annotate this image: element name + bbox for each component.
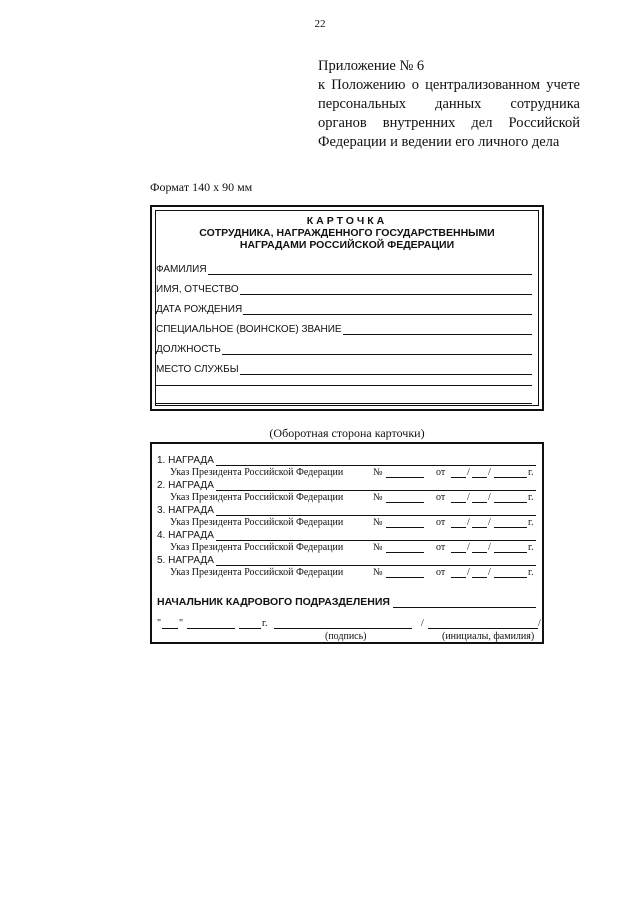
date-slash: /	[488, 517, 491, 528]
field-label: ИМЯ, ОТЧЕСТВО	[156, 284, 239, 295]
day-line	[451, 569, 466, 578]
award-row[interactable]	[157, 528, 536, 541]
award-row[interactable]	[157, 453, 536, 466]
year-suffix: г.	[262, 618, 268, 629]
year-line	[494, 544, 527, 553]
day-line	[451, 469, 466, 478]
quote-open: "	[157, 618, 162, 629]
year-suffix: г.	[528, 542, 534, 553]
field-birth-date[interactable]	[156, 301, 532, 315]
date-slash: /	[488, 542, 491, 553]
date-slash: /	[488, 567, 491, 578]
decree-text: Указ Президента Российской Федерации	[170, 567, 344, 578]
field-label: ДАТА РОЖДЕНИЯ	[156, 304, 243, 315]
field-label: ФАМИЛИЯ	[156, 264, 207, 275]
day-line	[451, 494, 466, 503]
page-number: 22	[314, 18, 326, 30]
award-line	[216, 556, 536, 566]
award-row[interactable]	[157, 503, 536, 516]
slash-open: /	[421, 618, 424, 629]
card-front-inner	[155, 210, 539, 406]
date-slash: /	[488, 467, 491, 478]
number-line	[386, 519, 424, 528]
blank-line	[156, 403, 532, 404]
field-line	[240, 284, 532, 295]
decree-text: Указ Президента Российской Федерации	[170, 542, 344, 553]
appendix-title: Приложение № 6	[318, 58, 425, 74]
field-line	[243, 304, 532, 315]
award-label: 2. НАГРАДА	[157, 480, 214, 491]
chief-label: НАЧАЛЬНИК КАДРОВОГО ПОДРАЗДЕЛЕНИЯ	[157, 596, 390, 608]
number-sign: №	[373, 492, 383, 503]
from-label: от	[436, 492, 446, 503]
award-line	[216, 481, 536, 491]
from-label: от	[436, 517, 446, 528]
field-name-patronymic[interactable]	[156, 281, 532, 295]
field-line	[240, 364, 532, 375]
month-line	[472, 544, 487, 553]
initials-line	[428, 620, 538, 629]
number-sign: №	[373, 517, 383, 528]
year-line	[494, 519, 527, 528]
year-suffix: г.	[528, 467, 534, 478]
number-line	[386, 469, 424, 478]
award-row[interactable]	[157, 478, 536, 491]
date-slash: /	[467, 567, 470, 578]
field-position[interactable]	[156, 341, 532, 355]
year-line	[494, 494, 527, 503]
quote-close: "	[179, 618, 184, 629]
number-sign: №	[373, 567, 383, 578]
award-line	[216, 506, 536, 516]
field-line	[343, 324, 532, 335]
back-side-caption: (Оборотная сторона карточки)	[269, 426, 425, 440]
date-slash: /	[467, 517, 470, 528]
award-label: 1. НАГРАДА	[157, 455, 214, 466]
slash-close: /	[538, 618, 541, 629]
award-label: 5. НАГРАДА	[157, 555, 214, 566]
award-row[interactable]	[157, 553, 536, 566]
field-line	[208, 264, 532, 275]
field-surname[interactable]	[156, 261, 532, 275]
card-front	[150, 205, 544, 411]
field-label: СПЕЦИАЛЬНОЕ (ВОИНСКОЕ) ЗВАНИЕ	[156, 324, 342, 335]
from-label: от	[436, 542, 446, 553]
award-line	[216, 456, 536, 466]
month-line	[472, 569, 487, 578]
year-suffix: г.	[528, 492, 534, 503]
appendix-header	[318, 57, 580, 152]
year-suffix: г.	[528, 517, 534, 528]
month-line	[472, 494, 487, 503]
field-label: МЕСТО СЛУЖБЫ	[156, 364, 239, 375]
field-label: ДОЛЖНОСТЬ	[156, 344, 221, 355]
card-heading-3: НАГРАДАМИ РОССИЙСКОЙ ФЕДЕРАЦИИ	[239, 239, 455, 251]
year-line	[494, 469, 527, 478]
day-line	[451, 544, 466, 553]
year-suffix: г.	[528, 567, 534, 578]
date-slash: /	[467, 542, 470, 553]
chief-line	[393, 597, 536, 608]
year-line	[239, 620, 261, 629]
decree-text: Указ Президента Российской Федерации	[170, 517, 344, 528]
decree-text: Указ Президента Российской Федерации	[170, 467, 344, 478]
signature-caption: (подпись)	[325, 631, 367, 642]
card-heading-1: КАРТОЧКА	[306, 215, 388, 227]
number-line	[386, 544, 424, 553]
format-label: Формат 140 х 90 мм	[150, 180, 253, 194]
award-label: 3. НАГРАДА	[157, 505, 214, 516]
day-line	[451, 519, 466, 528]
card-back	[150, 442, 544, 644]
day-line	[162, 620, 178, 629]
month-line	[187, 620, 235, 629]
field-place-of-service[interactable]	[156, 361, 532, 375]
blank-line	[156, 385, 532, 386]
award-line	[216, 531, 536, 541]
date-slash: /	[467, 467, 470, 478]
award-label: 4. НАГРАДА	[157, 530, 214, 541]
field-rank[interactable]	[156, 321, 532, 335]
initials-caption: (инициалы, фамилия)	[442, 631, 535, 642]
appendix-body: к Положению о централизованном учете персональных данных сотрудника органов внутренних дел Российской Федерации и ведении его личного дела	[318, 77, 580, 150]
signature-line	[274, 620, 412, 629]
from-label: от	[436, 467, 446, 478]
chief-row[interactable]	[157, 594, 536, 608]
date-slash: /	[488, 492, 491, 503]
decree-row[interactable]	[170, 566, 536, 579]
month-line	[472, 469, 487, 478]
card-heading-2: СОТРУДНИКА, НАГРАЖДЕННОГО ГОСУДАРСТВЕННЫМИ	[199, 227, 495, 239]
number-line	[386, 494, 424, 503]
number-sign: №	[373, 467, 383, 478]
date-slash: /	[467, 492, 470, 503]
signature-row[interactable]	[157, 617, 541, 630]
year-line	[494, 569, 527, 578]
month-line	[472, 519, 487, 528]
decree-text: Указ Президента Российской Федерации	[170, 492, 344, 503]
number-line	[386, 569, 424, 578]
from-label: от	[436, 567, 446, 578]
field-line	[222, 344, 532, 355]
number-sign: №	[373, 542, 383, 553]
